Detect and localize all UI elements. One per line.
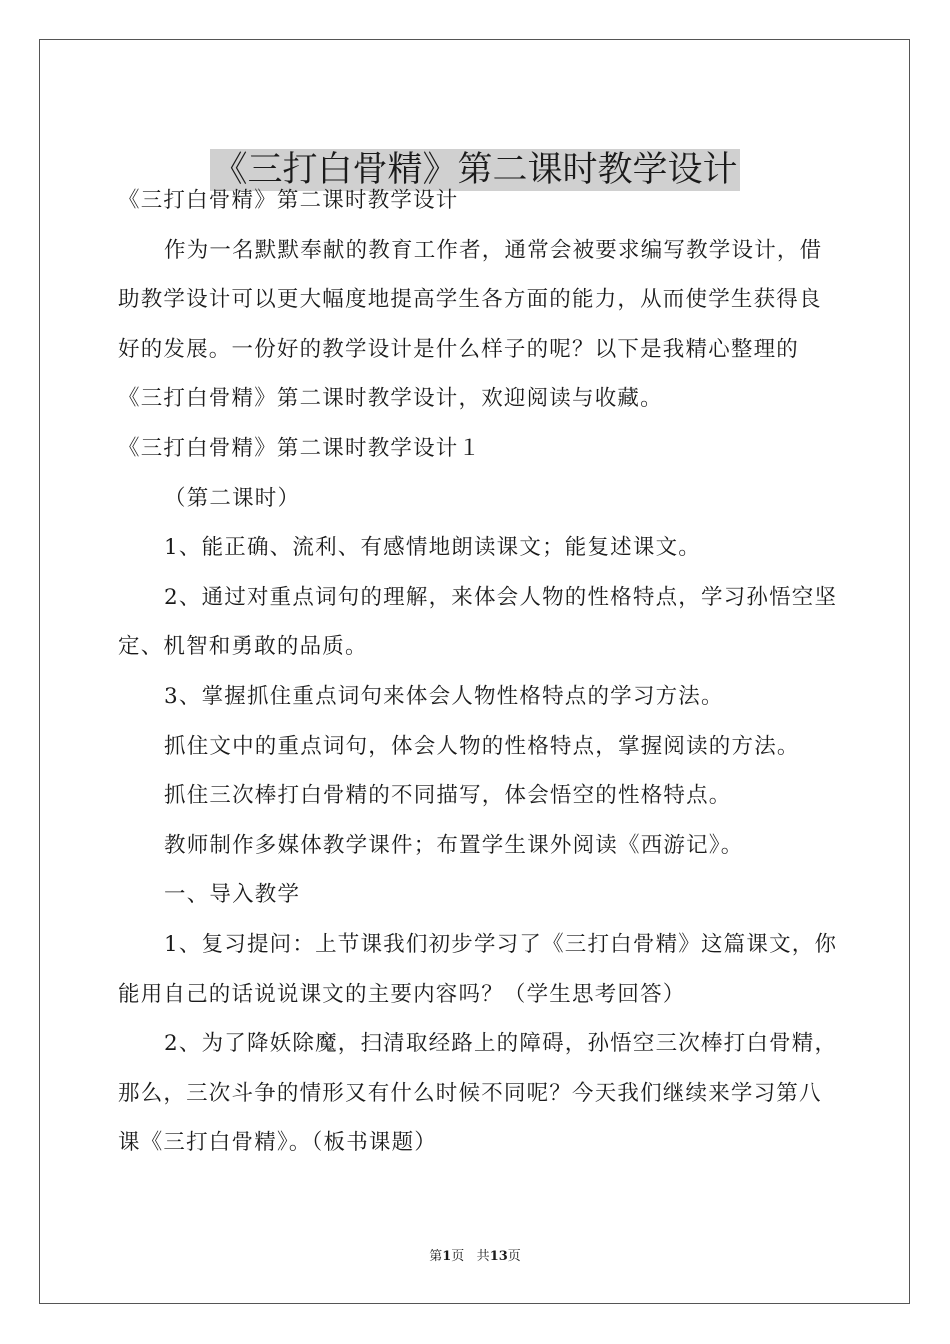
paragraph: 3、掌握抓住重点词句来体会人物性格特点的学习方法。: [164, 683, 724, 709]
paragraph: 2、为了降妖除魔，扫清取经路上的障碍，孙悟空三次棒打白骨精，那么，三次斗争的情形又有什么时候不同呢？今天我们继续来学习第八课《三打白骨精》。（板书课题）: [118, 1031, 838, 1156]
paragraph: 教师制作多媒体教学课件；布置学生课外阅读《西游记》。: [164, 832, 744, 858]
paragraph: 1、复习提问：上节课我们初步学习了《三打白骨精》这篇课文，你能用自己的话说说课文的主要内容吗？（学生思考回答）: [118, 931, 838, 1007]
paragraph: 作为一名默默奉献的教育工作者，通常会被要求编写教学设计，借助教学设计可以更大幅度地提高学生各方面的能力，从而使学生获得良好的发展。一份好的教学设计是什么样子的呢？以下是我精心整理的《三打白骨精》第二课时教学设计，欢迎阅读与收藏。: [118, 237, 823, 412]
paragraph: 《三打白骨精》第二课时教学设计１: [118, 435, 482, 461]
document-body: [118, 176, 838, 1168]
footer-total-prefix: 共: [476, 1249, 490, 1264]
footer-total-pages: 13: [489, 1249, 508, 1264]
document-title: 《三打白骨精》第二课时教学设计: [212, 150, 738, 191]
footer-page-suffix: 页: [451, 1249, 465, 1264]
paragraph: 抓住三次棒打白骨精的不同描写，体会悟空的性格特点。: [164, 783, 732, 809]
paragraph: 2、通过对重点词句的理解，来体会人物的性格特点，学习孙悟空坚定、机智和勇敢的品质。: [118, 584, 838, 660]
paragraph: 一、导入教学: [164, 882, 301, 908]
paragraph: 《三打白骨精》第二课时教学设计: [118, 188, 459, 213]
footer-total-suffix: 页: [507, 1249, 521, 1264]
footer-page-number: 1: [442, 1249, 452, 1264]
paragraph: 1、能正确、流利、有感情地朗读课文；能复述课文。: [164, 535, 701, 561]
paragraph: （第二课时）: [164, 485, 301, 511]
page-footer: [0, 1248, 950, 1266]
paragraph: 抓住文中的重点词句，体会人物的性格特点，掌握阅读的方法。: [164, 733, 800, 759]
footer-page-prefix: 第: [429, 1249, 443, 1264]
